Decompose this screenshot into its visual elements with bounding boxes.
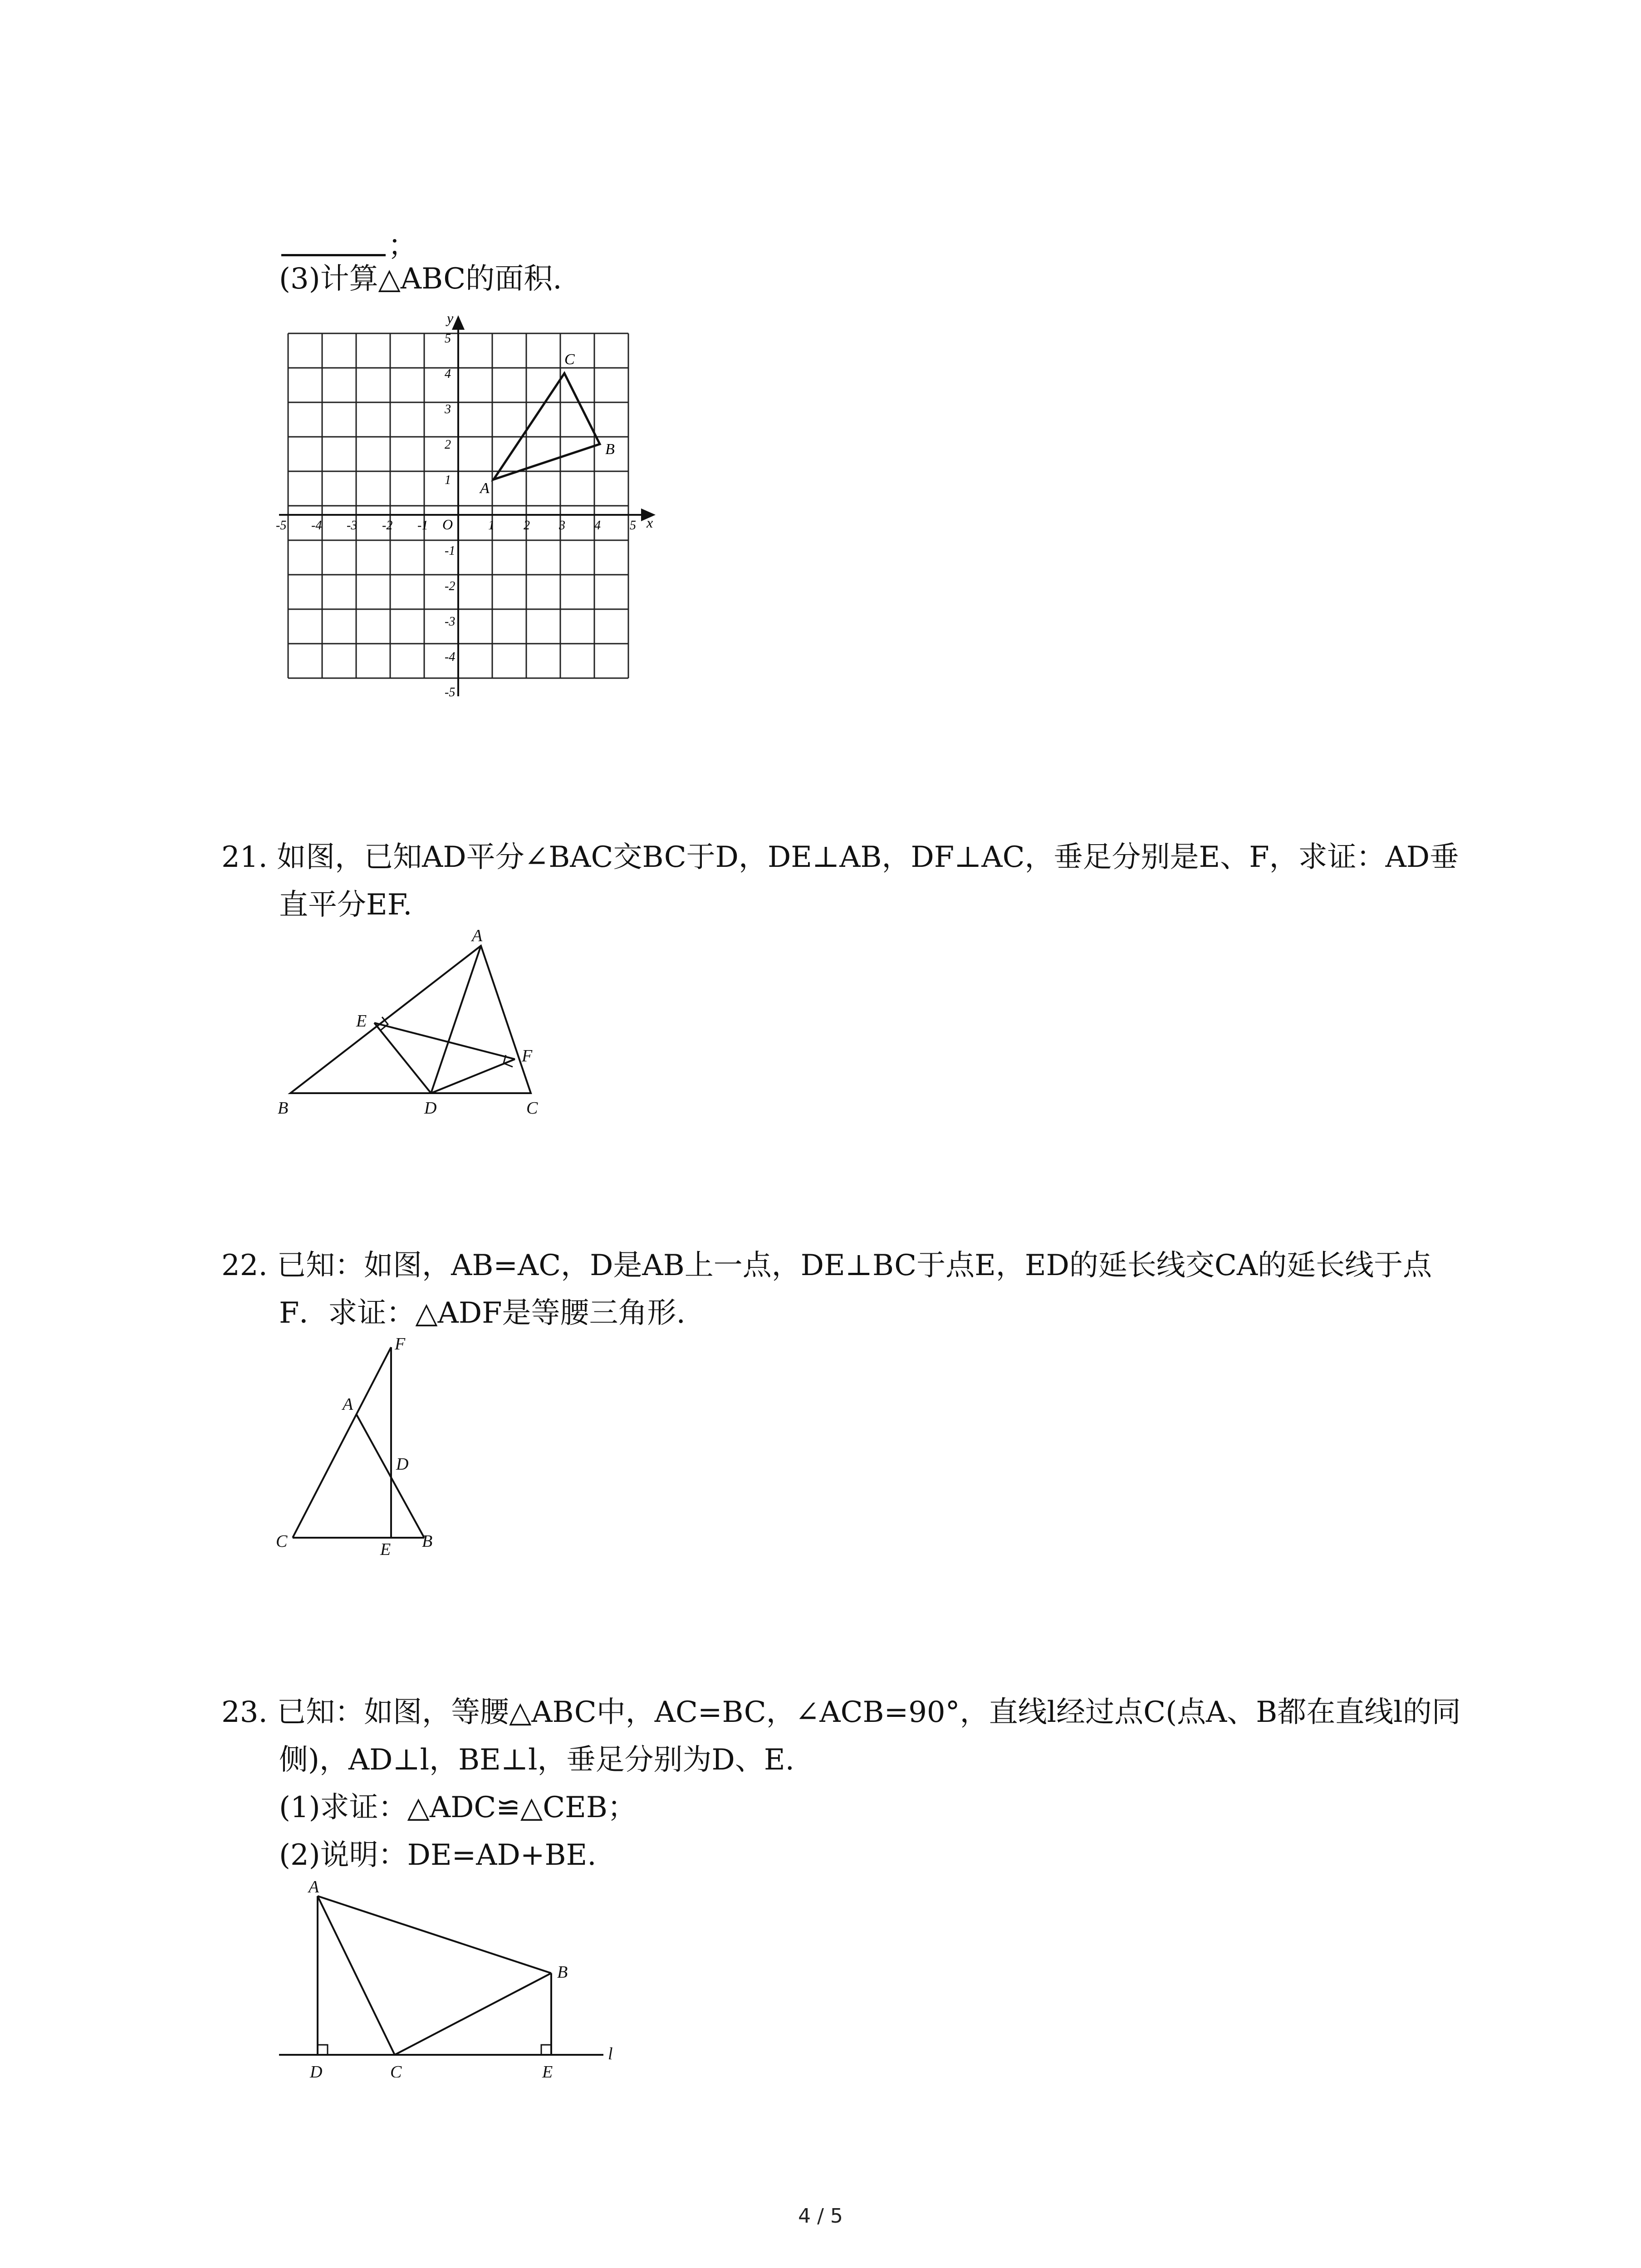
segment-df — [431, 1059, 515, 1093]
vertex-label-a: A — [480, 480, 490, 497]
segment-de — [374, 1023, 431, 1093]
y-tick-label: -4 — [445, 650, 456, 664]
label-b: B — [557, 1963, 568, 1982]
q23-part1: (1)求证：△ADC≌△CEB； — [279, 1791, 637, 1824]
x-tick-label: -3 — [347, 518, 358, 533]
label-d: D — [310, 2063, 323, 2077]
y-axis-label: y — [447, 310, 454, 326]
y-tick-label: -2 — [445, 579, 456, 593]
axes — [279, 318, 653, 696]
q22-figure — [263, 1329, 454, 1556]
x-tick-label: -4 — [311, 518, 322, 533]
answer-blank — [281, 254, 386, 256]
segment-ab — [318, 1896, 551, 1973]
label-b: B — [278, 1099, 289, 1118]
page-number: 4 / 5 — [798, 2204, 843, 2228]
y-tick-label: 3 — [445, 402, 451, 416]
label-d: D — [424, 1099, 437, 1118]
vertex-label-b: B — [605, 441, 615, 458]
x-tick-labels — [276, 518, 636, 533]
y-tick-label: 5 — [445, 332, 451, 346]
label-d: D — [396, 1455, 409, 1474]
x-tick-label: -2 — [382, 518, 393, 533]
vertex-label-c: C — [564, 351, 575, 368]
label-c: C — [390, 2063, 402, 2077]
triangle-abc — [494, 373, 600, 479]
q23-text-line1: 23. 已知：如图，等腰△ABC中，AC=BC，∠ACB=90°，直线l经过点C(点A、B都在直线l的同 — [221, 1696, 1461, 1729]
segment-cb — [395, 1973, 551, 2055]
y-tick-label: -1 — [445, 544, 456, 558]
y-tick-label: 2 — [445, 438, 451, 452]
label-a: A — [472, 926, 483, 945]
y-tick-label: 4 — [445, 367, 451, 381]
x-tick-label: 5 — [630, 518, 636, 533]
label-b: B — [422, 1532, 433, 1551]
x-tick-label: 3 — [559, 518, 565, 533]
x-axis-label: x — [647, 514, 653, 531]
right-angle-mark-d — [318, 2045, 328, 2055]
x-tick-label: 2 — [524, 518, 530, 533]
q21-text-line1: 21. 如图，已知AD平分∠BAC交BC于D，DE⊥AB，DF⊥AC，垂足分别是E、F，求证：AD垂 — [221, 841, 1459, 874]
semicolon: ； — [388, 229, 417, 263]
y-tick-label: -3 — [445, 615, 456, 629]
label-e: E — [542, 2063, 553, 2077]
x-tick-label: -5 — [276, 518, 287, 533]
q22-text-line1: 22. 已知：如图，AB=AC，D是AB上一点，DE⊥BC于点E，ED的延长线交CA的延长线于点 — [221, 1249, 1432, 1282]
label-l: l — [608, 2044, 613, 2063]
segment-ad — [431, 946, 481, 1093]
q22-text-line2: F．求证：△ADF是等腰三角形. — [279, 1296, 686, 1330]
q23-figure — [263, 1873, 626, 2077]
label-a: A — [309, 1877, 319, 1897]
label-f: F — [395, 1334, 406, 1354]
segment-ac — [318, 1896, 395, 2055]
q23-part2: (2)说明：DE=AD+BE. — [279, 1838, 597, 1872]
coordinate-grid-figure — [272, 308, 671, 699]
right-angle-mark-e — [541, 2045, 551, 2055]
label-e: E — [356, 1012, 367, 1031]
y-tick-label: 1 — [445, 473, 451, 487]
q21-text-line2: 直平分EF. — [279, 888, 412, 922]
label-e: E — [380, 1540, 391, 1556]
origin-label: O — [442, 516, 453, 533]
y-tick-label: -5 — [445, 685, 456, 699]
x-tick-label: 1 — [488, 518, 495, 533]
q23-text-line2: 侧)，AD⊥l，BE⊥l，垂足分别为D、E. — [279, 1743, 794, 1777]
q21-figure — [263, 921, 563, 1120]
label-c: C — [526, 1099, 538, 1118]
triangle-abc — [290, 946, 531, 1093]
segment-cf — [293, 1347, 391, 1538]
q20-part3: (3)计算△ABC的面积. — [279, 262, 562, 296]
x-tick-label: -1 — [417, 518, 428, 533]
label-a: A — [343, 1395, 353, 1414]
x-tick-label: 4 — [594, 518, 601, 533]
label-f: F — [522, 1046, 533, 1066]
label-c: C — [276, 1532, 288, 1551]
